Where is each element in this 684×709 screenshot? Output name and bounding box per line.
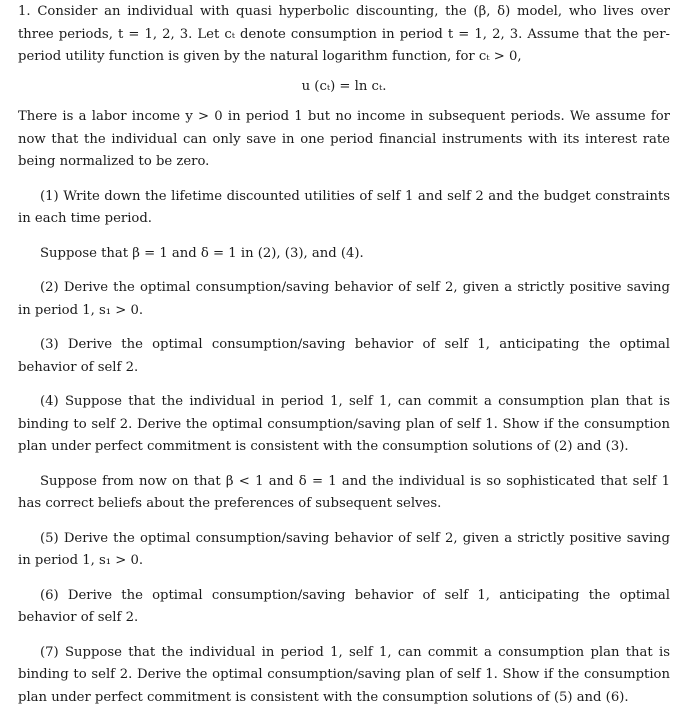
question-3: (3) Derive the optimal consumption/saving behavior of self 1, anticipating the optimal behavior of self 2. <box>18 334 670 379</box>
question-1: (1) Write down the lifetime discounted utilities of self 1 and self 2 and the budget constraints in each time period. <box>18 186 670 231</box>
question-6: (6) Derive the optimal consumption/saving behavior of self 1, anticipating the optimal behavior of self 2. <box>18 585 670 630</box>
question-7: (7) Suppose that the individual in period 1, self 1, can commit a consumption plan that is binding to self 2. Derive the optimal consumption/saving plan of self 1. Show if the consumption plan under perfect commitment is consistent with the consumption solutions of (5) and (6). <box>18 642 670 709</box>
question-5: (5) Derive the optimal consumption/saving behavior of self 2, given a strictly positive saving in period 1, s₁ > 0. <box>18 528 670 573</box>
utility-formula: u (cₜ) = ln cₜ. <box>18 76 670 99</box>
setup-paragraph: There is a labor income y > 0 in period 1 but no income in subsequent periods. We assume for now that the individual can only save in one period financial instruments with its interest rate being normalized to be zero. <box>18 106 670 174</box>
question-4: (4) Suppose that the individual in period 1, self 1, can commit a consumption plan that is binding to self 2. Derive the optimal consumption/saving plan of self 1. Show if the consumption plan under perfect commitment is consistent with the consumption solutions of (2) and (3). <box>18 391 670 459</box>
assumption-1: Suppose that β = 1 and δ = 1 in (2), (3), and (4). <box>18 243 670 266</box>
problem-intro: 1. Consider an individual with quasi hyperbolic discounting, the (β, δ) model, who lives over three periods, t = 1, 2, 3. Let cₜ denote consumption in period t = 1, 2, 3. Assume that the per-period utility function is given by the natural logarithm function, for cₜ > 0, <box>18 0 670 69</box>
assumption-2: Suppose from now on that β < 1 and δ = 1 and the individual is so sophisticated that self 1 has correct beliefs about the preferences of subsequent selves. <box>18 471 670 516</box>
question-2: (2) Derive the optimal consumption/saving behavior of self 2, given a strictly positive saving in period 1, s₁ > 0. <box>18 277 670 322</box>
